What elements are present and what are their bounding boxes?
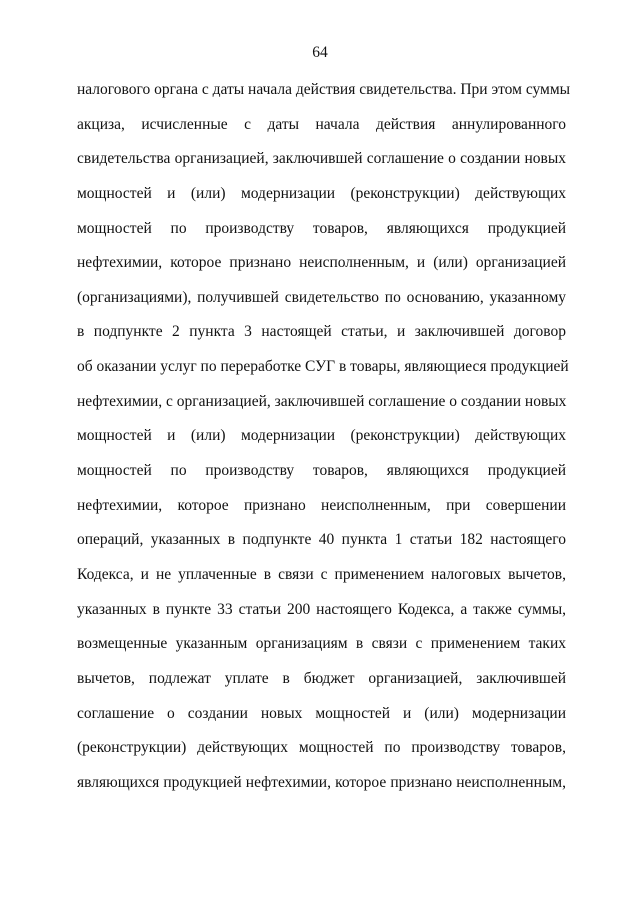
text-line: соглашение о создании новых мощностей и (или) модернизации <box>77 704 566 722</box>
text-line: в подпункте 2 пункта 3 настоящей статьи, и заключившей договор <box>77 323 566 341</box>
text-line: мощностей по производству товаров, являющихся продукцией <box>77 219 566 237</box>
text-line: являющихся продукцией нефтехимии, которое признано неисполненным, <box>77 773 566 791</box>
text-line: нефтехимии, которое признано неисполненным, при совершении <box>77 496 566 514</box>
text-line: указанных в пункте 33 статьи 200 настоящего Кодекса, а также суммы, <box>77 600 566 618</box>
text-line: мощностей по производству товаров, являющихся продукцией <box>77 462 566 480</box>
page-number: 64 <box>312 44 328 61</box>
text-line: об оказании услуг по переработке СУГ в товары, являющиеся продукцией <box>77 358 569 376</box>
text-line: (реконструкции) действующих мощностей по производству товаров, <box>77 739 566 757</box>
text-line: нефтехимии, которое признано неисполненным, и (или) организацией <box>77 254 566 272</box>
text-line: Кодекса, и не уплаченные в связи с применением налоговых вычетов, <box>77 565 566 583</box>
text-line: мощностей и (или) модернизации (реконструкции) действующих <box>77 184 566 202</box>
text-line: возмещенные указанным организациям в связи с применением таких <box>77 635 566 653</box>
text-line: акциза, исчисленные с даты начала действия аннулированного <box>77 115 566 133</box>
text-line: налогового органа с даты начала действия свидетельства. При этом суммы <box>77 81 571 98</box>
text-line: операций, указанных в подпункте 40 пункта 1 статьи 182 настоящего <box>77 531 566 549</box>
text-line: свидетельства организацией, заключившей соглашение о создании новых <box>77 150 566 168</box>
text-line: мощностей и (или) модернизации (реконструкции) действующих <box>77 427 566 445</box>
text-line: нефтехимии, с организацией, заключившей соглашение о создании новых <box>77 392 567 410</box>
body-text <box>77 80 571 807</box>
text-line: вычетов, подлежат уплате в бюджет организацией, заключившей <box>77 669 566 687</box>
text-line: (организациями), получившей свидетельство по основанию, указанному <box>77 288 566 306</box>
